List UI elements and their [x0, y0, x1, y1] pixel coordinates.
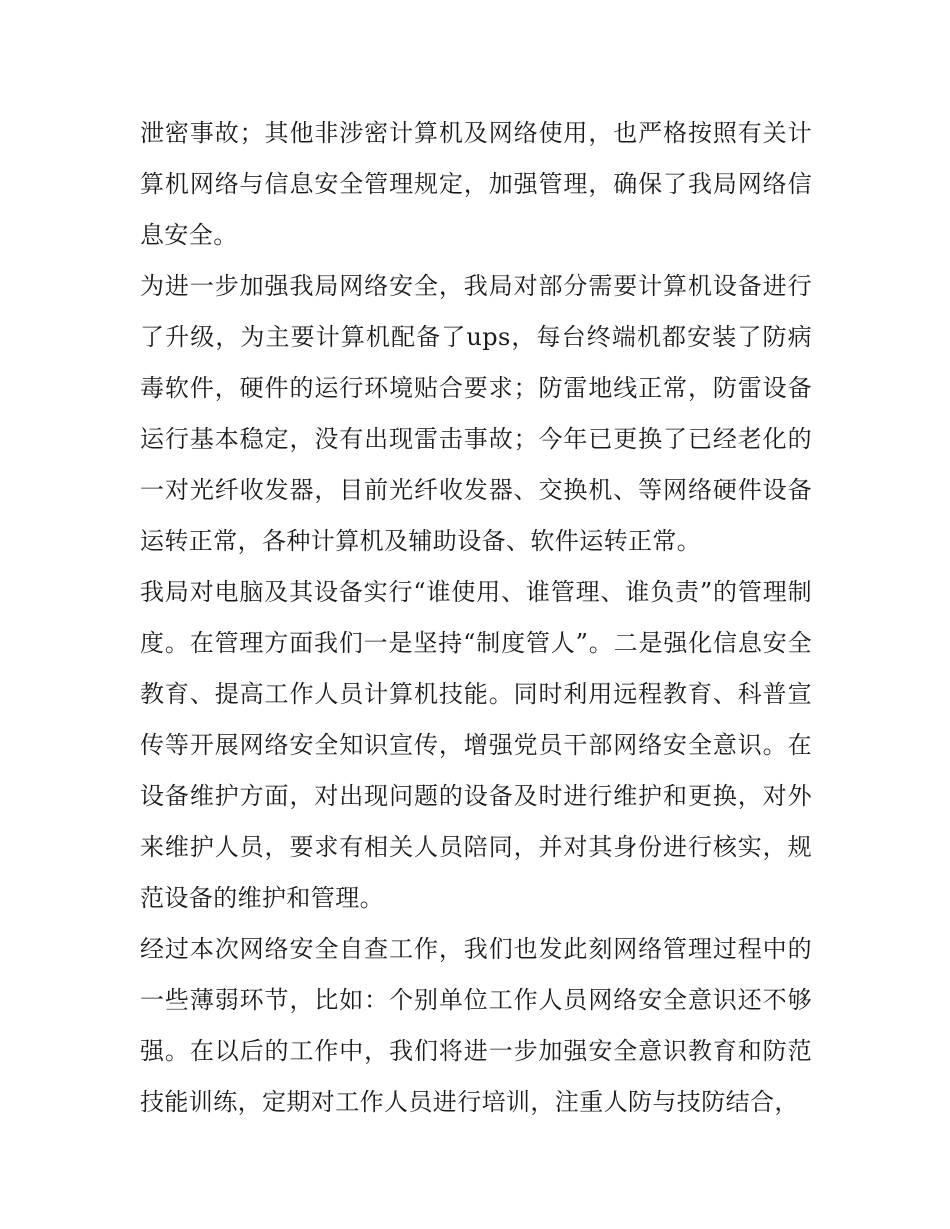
document-body — [140, 108, 812, 1128]
paragraph-4: 经过本次网络安全自查工作，我们也发此刻网络管理过程中的一些薄弱环节，比如：个别单位工作人员网络安全意识还不够强。在以后的工作中，我们将进一步加强安全意识教育和防范技能训练，定期对工作人员进行培训，注重人防与技防结合， — [140, 935, 812, 1116]
paragraph-1: 泄密事故；其他非涉密计算机及网络使用，也严格按照有关计算机网络与信息安全管理规定，加强管理，确保了我局网络信息安全。 — [140, 119, 812, 249]
paragraph-3: 我局对电脑及其设备实行“谁使用、谁管理、谁负责”的管理制度。在管理方面我们一是坚持“制度管人”。二是强化信息安全教育、提高工作人员计算机技能。同时利用远程教育、科普宣传等开展网络安全知识宣传，增强党员干部网络安全意识。在设备维护方面，对出现问题的设备及时进行维护和更换，对外来维护人员，要求有相关人员陪同，并对其身份进行核实，规范设备的维护和管理。 — [140, 578, 812, 912]
paragraph-2: 为进一步加强我局网络安全，我局对部分需要计算机设备进行了升级，为主要计算机配备了ups，每台终端机都安装了防病毒软件，硬件的运行环境贴合要求；防雷地线正常，防雷设备运行基本稳定，没有出现雷击事故；今年已更换了已经老化的一对光纤收发器，目前光纤收发器、交换机、等网络硬件设备运转正常，各种计算机及辅助设备、软件运转正常。 — [140, 272, 812, 555]
